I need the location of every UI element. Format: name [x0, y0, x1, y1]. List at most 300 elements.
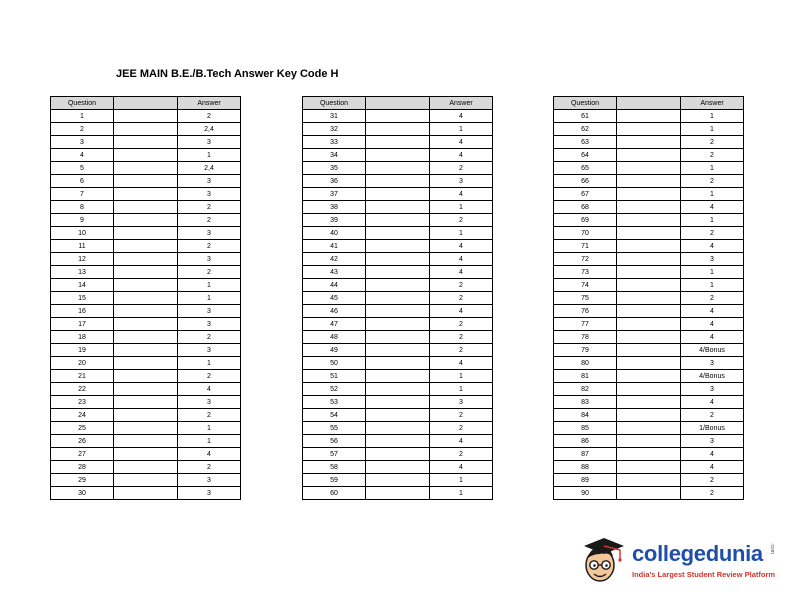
table-row: [51, 409, 241, 422]
table-row: [303, 253, 493, 266]
blank-cell: [114, 240, 178, 253]
table-row: [303, 487, 493, 500]
blank-cell: [617, 188, 681, 201]
table-row: [303, 201, 493, 214]
blank-cell: [617, 435, 681, 448]
table-row: [554, 240, 744, 253]
table-row: [51, 318, 241, 331]
blank-cell: [366, 435, 430, 448]
question-number-cell: 62: [554, 123, 617, 136]
blank-cell: [114, 175, 178, 188]
table-row: [554, 279, 744, 292]
question-number-cell: 64: [554, 149, 617, 162]
question-number-cell: 58: [303, 461, 366, 474]
table-row: [303, 279, 493, 292]
table-body: [554, 110, 744, 500]
table-row: [554, 383, 744, 396]
table-row: [303, 435, 493, 448]
blank-cell: [617, 422, 681, 435]
blank-cell: [114, 162, 178, 175]
table-row: [51, 448, 241, 461]
answer-cell: 3: [681, 253, 744, 266]
table-row: [51, 162, 241, 175]
question-number-cell: 66: [554, 175, 617, 188]
question-number-cell: 3: [51, 136, 114, 149]
blank-cell: [617, 396, 681, 409]
table-row: [554, 357, 744, 370]
answer-cell: 4: [681, 240, 744, 253]
table-row: [51, 123, 241, 136]
answer-cell: 3: [681, 383, 744, 396]
question-number-cell: 51: [303, 370, 366, 383]
question-number-cell: 57: [303, 448, 366, 461]
answer-key-table-1: [50, 96, 241, 500]
question-number-cell: 23: [51, 396, 114, 409]
question-number-cell: 11: [51, 240, 114, 253]
answer-cell: 4: [681, 461, 744, 474]
question-number-cell: 55: [303, 422, 366, 435]
blank-cell: [617, 331, 681, 344]
table-row: [303, 370, 493, 383]
answer-cell: 4: [430, 435, 493, 448]
answer-cell: 4: [178, 448, 241, 461]
table-row: [51, 175, 241, 188]
table-row: [303, 344, 493, 357]
table-row: [303, 357, 493, 370]
blank-cell: [114, 383, 178, 396]
question-number-cell: 5: [51, 162, 114, 175]
blank-cell: [366, 266, 430, 279]
answer-cell: 1: [178, 357, 241, 370]
table-row: [303, 396, 493, 409]
blank-cell: [366, 201, 430, 214]
blank-cell: [366, 279, 430, 292]
table-row: [51, 240, 241, 253]
blank-cell: [114, 409, 178, 422]
table-row: [554, 331, 744, 344]
question-number-cell: 68: [554, 201, 617, 214]
answer-cell: 2: [178, 370, 241, 383]
question-number-cell: 12: [51, 253, 114, 266]
table-row: [554, 266, 744, 279]
blank-cell: [617, 448, 681, 461]
blank-cell: [114, 344, 178, 357]
answer-cell: 2: [430, 344, 493, 357]
blank-cell: [617, 370, 681, 383]
question-number-cell: 17: [51, 318, 114, 331]
answer-cell: 2: [430, 409, 493, 422]
blank-cell: [114, 422, 178, 435]
answer-cell: 4: [430, 149, 493, 162]
question-number-cell: 71: [554, 240, 617, 253]
question-number-cell: 44: [303, 279, 366, 292]
blank-cell: [114, 188, 178, 201]
table-row: [51, 487, 241, 500]
answer-cell: 3: [681, 435, 744, 448]
answer-cell: 2: [178, 331, 241, 344]
answer-cell: 1: [178, 422, 241, 435]
table-row: [303, 123, 493, 136]
table-header-row: [303, 97, 493, 110]
blank-cell: [617, 409, 681, 422]
blank-cell: [366, 214, 430, 227]
table-row: [554, 448, 744, 461]
blank-cell: [366, 227, 430, 240]
blank-cell: [366, 396, 430, 409]
answer-cell: 2: [430, 318, 493, 331]
question-number-cell: 36: [303, 175, 366, 188]
answer-cell: 4/Bonus: [681, 344, 744, 357]
question-number-cell: 18: [51, 331, 114, 344]
answer-cell: 4: [430, 305, 493, 318]
table-row: [303, 162, 493, 175]
table-row: [51, 214, 241, 227]
question-number-cell: 46: [303, 305, 366, 318]
blank-cell: [114, 201, 178, 214]
answer-column-header: Answer: [430, 97, 493, 110]
table-row: [554, 136, 744, 149]
answer-cell: 1: [430, 370, 493, 383]
table-row: [51, 279, 241, 292]
table-row: [303, 318, 493, 331]
brand-domain-suffix: .com: [769, 543, 775, 554]
blank-cell: [366, 318, 430, 331]
question-number-cell: 21: [51, 370, 114, 383]
table-row: [303, 409, 493, 422]
blank-cell: [366, 409, 430, 422]
question-number-cell: 42: [303, 253, 366, 266]
question-number-cell: 50: [303, 357, 366, 370]
question-number-cell: 1: [51, 110, 114, 123]
question-number-cell: 61: [554, 110, 617, 123]
answer-cell: 1: [681, 123, 744, 136]
answer-cell: 1: [430, 227, 493, 240]
answer-cell: 1/Bonus: [681, 422, 744, 435]
answer-cell: 3: [178, 175, 241, 188]
answer-cell: 3: [178, 227, 241, 240]
page-title: JEE MAIN B.E./B.Tech Answer Key Code H: [116, 68, 339, 80]
answer-cell: 1: [178, 279, 241, 292]
blank-cell: [114, 292, 178, 305]
answer-cell: 2: [681, 292, 744, 305]
answer-cell: 1: [681, 162, 744, 175]
question-number-cell: 87: [554, 448, 617, 461]
question-column-header: Question: [51, 97, 114, 110]
question-number-cell: 83: [554, 396, 617, 409]
answer-cell: 4: [681, 201, 744, 214]
answer-cell: 2: [430, 331, 493, 344]
question-number-cell: 69: [554, 214, 617, 227]
blank-cell: [617, 292, 681, 305]
question-number-cell: 90: [554, 487, 617, 500]
blank-cell: [114, 305, 178, 318]
table-row: [554, 253, 744, 266]
answer-cell: 2: [681, 409, 744, 422]
answer-cell: 2: [681, 175, 744, 188]
answer-cell: 3: [178, 396, 241, 409]
question-number-cell: 35: [303, 162, 366, 175]
question-number-cell: 74: [554, 279, 617, 292]
question-number-cell: 16: [51, 305, 114, 318]
blank-cell: [114, 331, 178, 344]
table-row: [51, 474, 241, 487]
question-number-cell: 32: [303, 123, 366, 136]
question-number-cell: 34: [303, 149, 366, 162]
blank-cell: [366, 461, 430, 474]
answer-cell: 1: [681, 214, 744, 227]
table-row: [303, 383, 493, 396]
question-number-cell: 78: [554, 331, 617, 344]
table-row: [554, 435, 744, 448]
question-number-cell: 26: [51, 435, 114, 448]
answer-cell: 3: [430, 396, 493, 409]
table-row: [554, 344, 744, 357]
question-number-cell: 24: [51, 409, 114, 422]
question-number-cell: 4: [51, 149, 114, 162]
answer-cell: 3: [178, 318, 241, 331]
answer-cell: 4: [430, 188, 493, 201]
blank-cell: [617, 279, 681, 292]
question-number-cell: 14: [51, 279, 114, 292]
answer-cell: 1: [681, 188, 744, 201]
table-row: [554, 201, 744, 214]
blank-cell: [617, 240, 681, 253]
blank-cell: [114, 123, 178, 136]
answer-column-header: Answer: [681, 97, 744, 110]
blank-cell: [366, 240, 430, 253]
blank-cell: [114, 461, 178, 474]
blank-cell: [366, 305, 430, 318]
blank-cell: [366, 175, 430, 188]
question-number-cell: 70: [554, 227, 617, 240]
answer-cell: 3: [178, 474, 241, 487]
question-number-cell: 20: [51, 357, 114, 370]
answer-cell: 4: [681, 318, 744, 331]
question-number-cell: 76: [554, 305, 617, 318]
blank-cell: [617, 253, 681, 266]
blank-cell: [366, 357, 430, 370]
table-row: [51, 383, 241, 396]
blank-cell: [114, 110, 178, 123]
table-body: [303, 110, 493, 500]
blank-cell: [114, 136, 178, 149]
answer-cell: 2: [681, 474, 744, 487]
brand-name: collegedunia: [632, 541, 763, 566]
question-number-cell: 15: [51, 292, 114, 305]
answer-cell: 3: [178, 487, 241, 500]
table-row: [51, 435, 241, 448]
blank-cell: [366, 123, 430, 136]
blank-cell: [114, 435, 178, 448]
answer-cell: 4: [178, 383, 241, 396]
blank-cell: [114, 448, 178, 461]
table-row: [51, 110, 241, 123]
blank-cell: [366, 448, 430, 461]
question-number-cell: 65: [554, 162, 617, 175]
blank-column-header: [114, 97, 178, 110]
answer-cell: 3: [178, 305, 241, 318]
blank-cell: [114, 214, 178, 227]
answer-cell: 2: [681, 149, 744, 162]
blank-column-header: [366, 97, 430, 110]
question-column-header: Question: [303, 97, 366, 110]
blank-cell: [114, 279, 178, 292]
blank-cell: [366, 422, 430, 435]
blank-cell: [366, 149, 430, 162]
question-number-cell: 30: [51, 487, 114, 500]
table-row: [303, 175, 493, 188]
blank-cell: [114, 487, 178, 500]
answer-cell: 1: [178, 149, 241, 162]
blank-cell: [617, 357, 681, 370]
table-row: [303, 227, 493, 240]
answer-cell: 2: [178, 240, 241, 253]
answer-cell: 3: [681, 357, 744, 370]
answer-cell: 2: [681, 136, 744, 149]
question-number-cell: 6: [51, 175, 114, 188]
question-number-cell: 89: [554, 474, 617, 487]
question-number-cell: 67: [554, 188, 617, 201]
question-number-cell: 8: [51, 201, 114, 214]
blank-cell: [366, 110, 430, 123]
table-row: [51, 396, 241, 409]
answer-cell: 4: [681, 331, 744, 344]
answer-cell: 2: [430, 448, 493, 461]
table-row: [51, 292, 241, 305]
blank-cell: [617, 461, 681, 474]
answer-cell: 1: [178, 292, 241, 305]
blank-cell: [366, 383, 430, 396]
blank-cell: [617, 201, 681, 214]
table-row: [51, 227, 241, 240]
table-row: [51, 357, 241, 370]
blank-cell: [617, 227, 681, 240]
blank-cell: [366, 292, 430, 305]
question-number-cell: 82: [554, 383, 617, 396]
blank-cell: [617, 175, 681, 188]
blank-cell: [114, 396, 178, 409]
answer-cell: 4: [681, 396, 744, 409]
question-number-cell: 27: [51, 448, 114, 461]
table-row: [554, 474, 744, 487]
answer-cell: 2: [681, 487, 744, 500]
blank-cell: [617, 136, 681, 149]
question-number-cell: 49: [303, 344, 366, 357]
table-row: [554, 422, 744, 435]
table-row: [51, 370, 241, 383]
answer-cell: 3: [178, 188, 241, 201]
blank-cell: [114, 357, 178, 370]
question-number-cell: 56: [303, 435, 366, 448]
question-number-cell: 53: [303, 396, 366, 409]
blank-cell: [617, 162, 681, 175]
blank-cell: [366, 370, 430, 383]
table-row: [303, 214, 493, 227]
table-row: [554, 162, 744, 175]
answer-cell: 1: [430, 487, 493, 500]
table-row: [554, 110, 744, 123]
blank-cell: [617, 266, 681, 279]
table-row: [303, 266, 493, 279]
blank-cell: [617, 487, 681, 500]
table-row: [51, 461, 241, 474]
blank-cell: [366, 331, 430, 344]
question-number-cell: 37: [303, 188, 366, 201]
answer-cell: 3: [178, 136, 241, 149]
table-row: [303, 110, 493, 123]
table-row: [51, 344, 241, 357]
brand-tagline: India's Largest Student Review Platform: [632, 570, 776, 579]
table-row: [51, 201, 241, 214]
answer-key-table-3: [553, 96, 744, 500]
answer-cell: 2: [178, 201, 241, 214]
blank-cell: [617, 149, 681, 162]
table-row: [51, 149, 241, 162]
question-number-cell: 45: [303, 292, 366, 305]
table-row: [554, 123, 744, 136]
question-number-cell: 88: [554, 461, 617, 474]
question-number-cell: 85: [554, 422, 617, 435]
answer-cell: 1: [681, 279, 744, 292]
blank-cell: [366, 136, 430, 149]
table-row: [303, 188, 493, 201]
blank-cell: [114, 474, 178, 487]
answer-cell: 3: [430, 175, 493, 188]
question-number-cell: 2: [51, 123, 114, 136]
blank-cell: [617, 383, 681, 396]
blank-cell: [114, 370, 178, 383]
table-row: [303, 461, 493, 474]
question-number-cell: 10: [51, 227, 114, 240]
answer-cell: 1: [430, 123, 493, 136]
question-number-cell: 80: [554, 357, 617, 370]
question-number-cell: 9: [51, 214, 114, 227]
table-row: [51, 305, 241, 318]
question-number-cell: 52: [303, 383, 366, 396]
table-row: [554, 149, 744, 162]
answer-cell: 1: [430, 474, 493, 487]
answer-cell: 4: [430, 357, 493, 370]
answer-column-header: Answer: [178, 97, 241, 110]
table-row: [303, 474, 493, 487]
blank-cell: [617, 305, 681, 318]
table-row: [554, 292, 744, 305]
table-row: [51, 422, 241, 435]
table-row: [554, 318, 744, 331]
blank-cell: [617, 123, 681, 136]
question-number-cell: 48: [303, 331, 366, 344]
answer-cell: 2: [178, 266, 241, 279]
table-row: [303, 448, 493, 461]
question-number-cell: 43: [303, 266, 366, 279]
question-number-cell: 47: [303, 318, 366, 331]
blank-cell: [114, 149, 178, 162]
table-row: [303, 292, 493, 305]
question-number-cell: 77: [554, 318, 617, 331]
table-row: [554, 487, 744, 500]
table-row: [51, 136, 241, 149]
blank-column-header: [617, 97, 681, 110]
answer-cell: 4: [430, 461, 493, 474]
table-row: [51, 253, 241, 266]
blank-cell: [114, 227, 178, 240]
blank-cell: [366, 487, 430, 500]
answer-cell: 4: [430, 240, 493, 253]
answer-cell: 2: [430, 292, 493, 305]
question-number-cell: 75: [554, 292, 617, 305]
answer-cell: 2: [178, 214, 241, 227]
question-number-cell: 60: [303, 487, 366, 500]
